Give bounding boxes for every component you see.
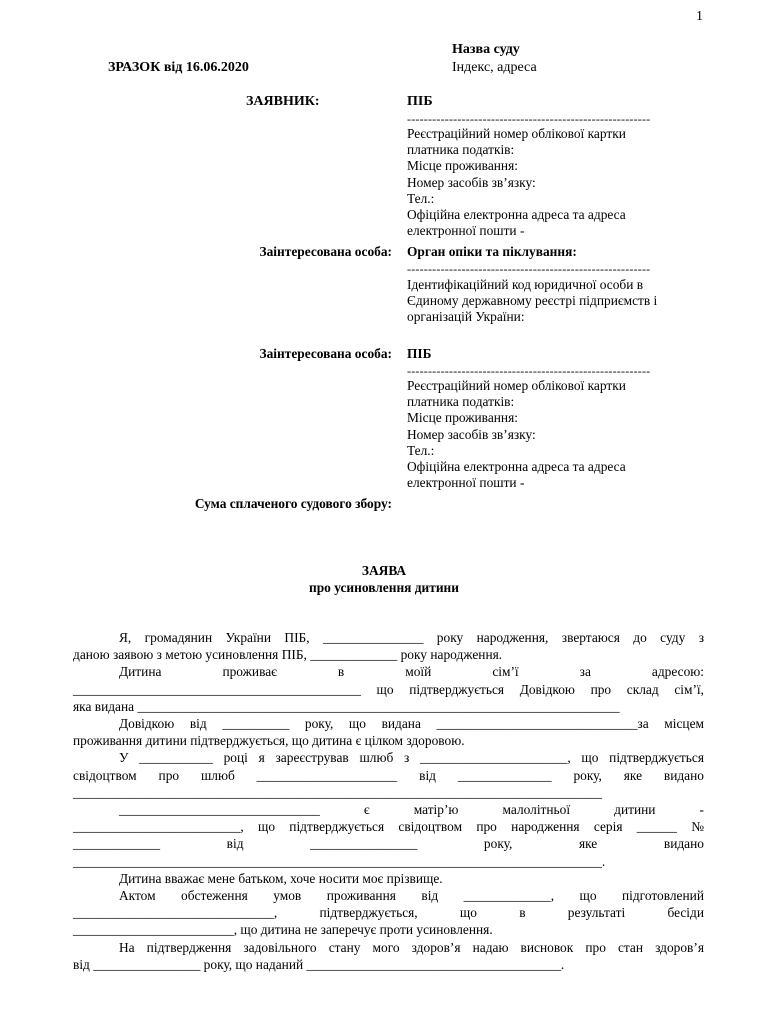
detail-line: Офіційна електронна адреса та адреса: [407, 207, 626, 223]
body-line: ________________________, що дитина не заперечує проти усиновлення.: [73, 922, 493, 938]
sample-label: [108, 60, 249, 76]
detail-line: Єдиному державному реєстрі підприємств і: [407, 293, 658, 309]
sample-label-text: ЗРАЗОК від 16.06.2020: [108, 60, 249, 75]
body-line: _________________________, що підтверджується свідоцтвом про народження серія ______ №: [73, 819, 704, 835]
body-line: ___________________________________________ що підтверджується Довідкою про склад сім’ї,: [73, 681, 704, 697]
detail-line: Офіційна електронна адреса та адреса: [407, 459, 626, 475]
body-line: _____________ від ________________ року, яке видано: [73, 836, 704, 852]
detail-line: Реєстраційний номер облікової картки: [407, 378, 626, 393]
detail-line: електронної пошти -: [407, 475, 525, 491]
interested-party-1-name: Орган опіки та піклування:: [407, 244, 577, 259]
interested-party-1-label: Заінтересована особа:: [259, 244, 392, 259]
body-line: проживання дитини підтверджується, що дитина є цілком здоровою.: [73, 733, 465, 749]
body-line: Довідкою від __________ року, що видана ______________________________за місцем: [119, 716, 704, 732]
detail-line: організацій України:: [407, 309, 525, 325]
body-line: _______________________________________________________________________________.: [73, 853, 606, 869]
body-line: свідоцтвом про шлюб _____________________ від ______________ року, яке видано: [73, 767, 704, 783]
detail-line: електронної пошти -: [407, 223, 525, 239]
body-line: На підтвердження задовільного стану мого здоров’я надаю висновок про стан здоров’я: [119, 939, 704, 955]
detail-line: Номер засобів зв’язку:: [407, 174, 536, 190]
body-line: яка видана ________________________________________________________________________: [73, 698, 620, 714]
body-line: Я, громадянин України ПІБ, _______________ року народження, звертаюся до суду з: [119, 630, 704, 645]
body-line: У ___________ році я зареєстрував шлюб з ______________________, що підтверджується: [119, 750, 704, 766]
interested-party-2-name: ПІБ: [407, 346, 432, 361]
body-line: Дитина вважає мене батьком, хоче носити моє прізвище.: [119, 870, 443, 886]
applicant-label: ЗАЯВНИК:: [246, 94, 320, 109]
detail-line: Реєстраційний номер облікової картки: [407, 126, 626, 141]
interested-party-2-label: Заінтересована особа:: [259, 346, 392, 361]
interested-party-2-details: [407, 378, 707, 491]
document-title: ЗАЯВА: [361, 563, 407, 578]
detail-line: Тел.:: [407, 190, 435, 206]
court-name: Назва суду: [452, 42, 520, 57]
separator-line: ----------------------------------------------------------: [407, 262, 651, 276]
detail-line: Тел.:: [407, 442, 435, 458]
page-number: 1: [696, 9, 703, 24]
interested-party-1-details: [407, 277, 707, 326]
detail-line: Номер засобів зв’язку:: [407, 426, 536, 442]
body-line: Дитина проживає в моїй сім’ї за адресою:: [119, 664, 704, 680]
court-address: Індекс, адреса: [452, 60, 537, 75]
body-line: _______________________________________________________________________________: [73, 784, 602, 800]
detail-line: Ідентифікаційний код юридичної особи в: [407, 277, 644, 292]
detail-line: платника податків:: [407, 394, 515, 410]
detail-line: Місце проживання:: [407, 410, 518, 426]
body-line: Актом обстеження умов проживання від _____________, що підготовлений: [119, 888, 704, 904]
court-fee-label: Сума сплаченого судового збору:: [194, 496, 392, 511]
application-body: [73, 629, 704, 973]
body-line: даною заявою з метою усиновлення ПІБ, _____________ року народження.: [73, 647, 503, 663]
body-line: від ________________ року, що наданий ______________________________________.: [73, 956, 565, 972]
detail-line: Місце проживання:: [407, 158, 518, 174]
separator-line: ----------------------------------------------------------: [407, 364, 651, 378]
document-subtitle: про усиновлення дитини: [309, 580, 459, 595]
detail-line: платника податків:: [407, 142, 515, 158]
applicant-name: ПІБ: [407, 94, 433, 109]
separator-line: ----------------------------------------------------------: [407, 112, 651, 126]
body-line: ______________________________ є матір’ю малолітньої дитини -: [119, 802, 704, 818]
applicant-details: [407, 126, 707, 239]
body-line: ______________________________, підтверджується, що в результаті бесіди: [73, 905, 704, 921]
